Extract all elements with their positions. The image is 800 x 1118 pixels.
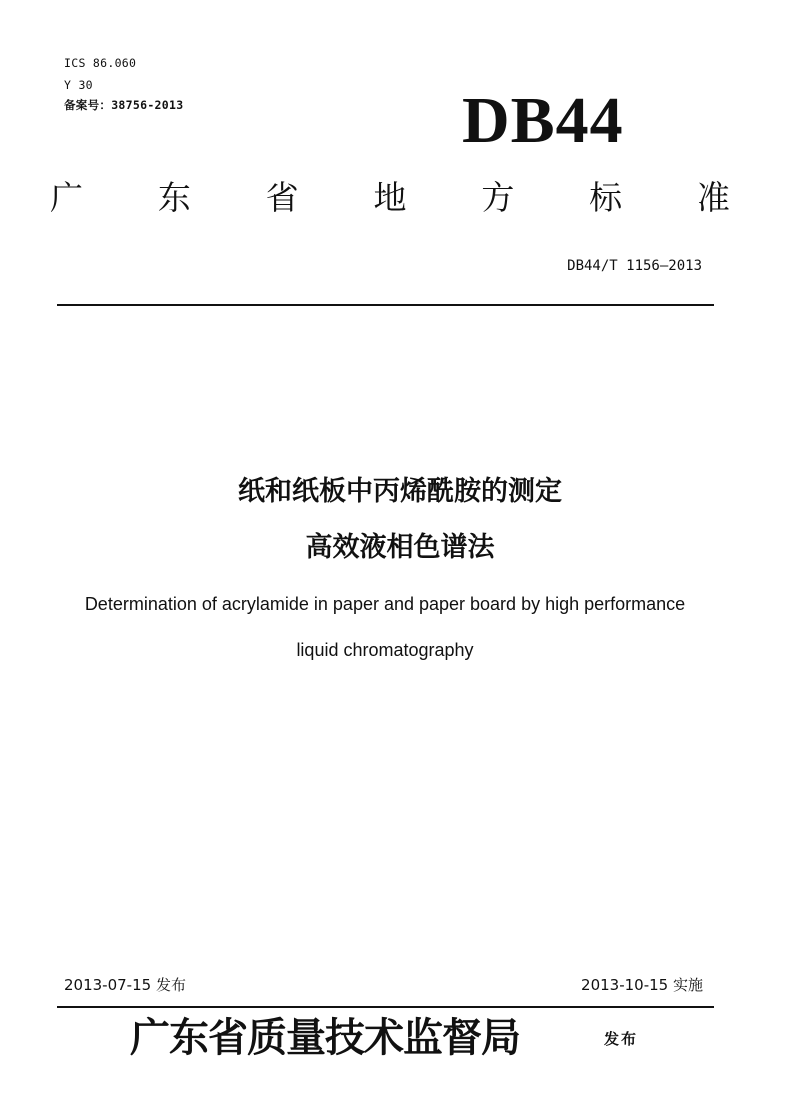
bottom-divider (57, 1006, 714, 1008)
title-chinese-line-1: 纸和纸板中丙烯酰胺的测定 (238, 476, 562, 507)
release-date: 2013-07-15 发布 (64, 976, 186, 994)
title-chinese-line-2: 高效液相色谱法 (305, 532, 495, 563)
standard-type-char: 准 (696, 178, 730, 217)
standard-type-heading (50, 178, 730, 217)
implementation-date: 2013-10-15 实施 (581, 976, 703, 994)
title-english-line-1: Determination of acrylamide in paper and paper board by high performance (84, 594, 686, 614)
top-divider (57, 304, 714, 306)
record-number: 备案号：38756-2013 (64, 98, 184, 112)
standard-type-char: 东 (157, 178, 191, 217)
standard-type-char: 标 (589, 178, 623, 217)
standard-type-char: 省 (265, 178, 299, 217)
issuing-authority: 广东省质量技术监督局 (130, 1014, 520, 1061)
standard-type-char: 地 (373, 178, 407, 217)
issuer-suffix: 发布 (604, 1030, 639, 1048)
title-english-line-2: liquid chromatography (296, 640, 474, 660)
standard-type-char: 广 (50, 178, 83, 217)
classification-code: Y 30 (64, 78, 93, 92)
standard-number: DB44/T 1156—2013 (567, 258, 702, 274)
standard-type-char: 方 (481, 178, 515, 217)
standard-code-logo: DB44 (462, 84, 624, 157)
ics-code: ICS 86.060 (64, 56, 137, 70)
